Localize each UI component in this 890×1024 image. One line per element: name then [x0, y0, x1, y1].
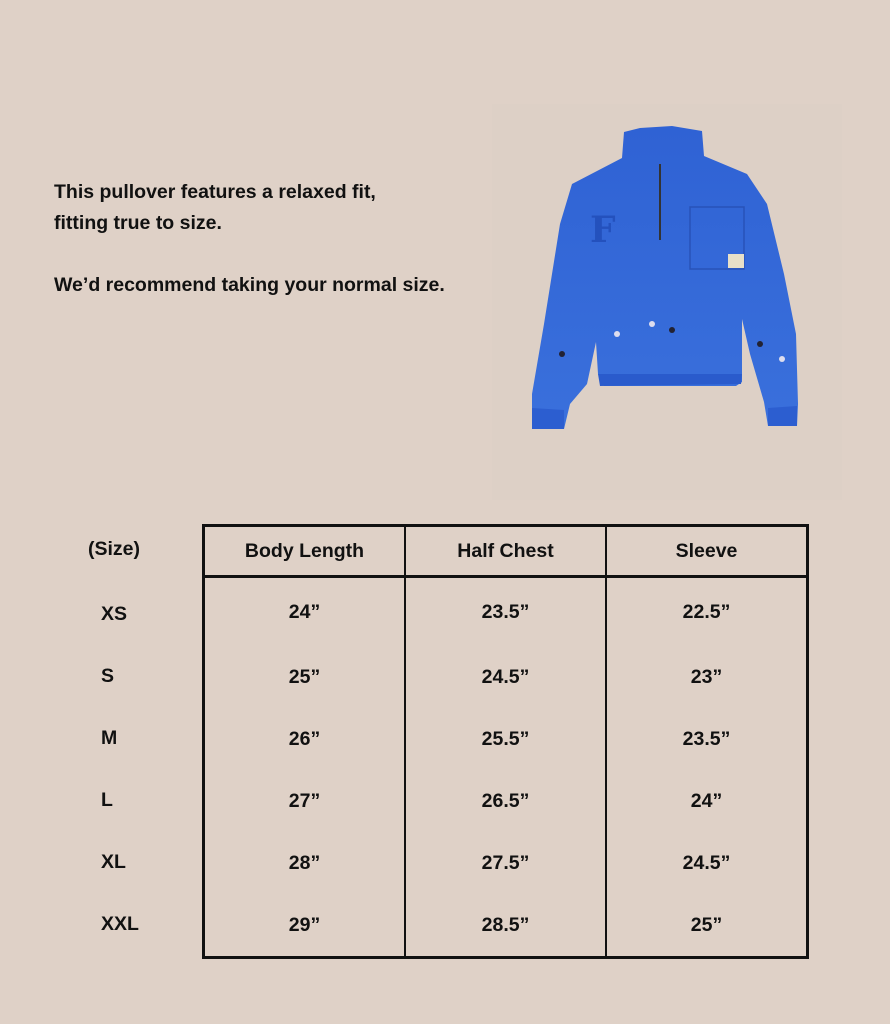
svg-text:F: F — [590, 209, 616, 251]
pullover-icon — [492, 104, 842, 500]
table-row — [204, 770, 808, 832]
body-length-cell: 24” — [204, 577, 406, 647]
header-sleeve: Sleeve — [606, 526, 808, 577]
sleeve-cell: 23” — [606, 646, 808, 708]
product-image — [492, 104, 842, 500]
size-label: M — [101, 727, 118, 749]
fit-description-line-2: fitting true to size. — [54, 212, 222, 234]
size-column-header: (Size) — [88, 538, 141, 560]
body-length-cell: 26” — [204, 708, 406, 770]
body-length-cell: 25” — [204, 646, 406, 708]
sleeve-cell: 24.5” — [606, 832, 808, 894]
size-chart-table — [202, 524, 809, 959]
sleeve-cell: 22.5” — [606, 577, 808, 647]
size-label: XXL — [101, 913, 139, 935]
half-chest-cell: 28.5” — [405, 894, 606, 958]
half-chest-cell: 27.5” — [405, 832, 606, 894]
size-label: S — [101, 665, 115, 687]
half-chest-cell: 23.5” — [405, 577, 606, 647]
header-half-chest: Half Chest — [405, 526, 606, 577]
table-row — [204, 708, 808, 770]
sleeve-cell: 25” — [606, 894, 808, 958]
table-row — [204, 577, 808, 647]
fit-description-line-1: This pullover features a relaxed fit, — [54, 181, 376, 203]
table-row — [204, 894, 808, 958]
sleeve-cell: 24” — [606, 770, 808, 832]
body-length-cell: 27” — [204, 770, 406, 832]
table-row — [204, 832, 808, 894]
table-row — [204, 646, 808, 708]
half-chest-cell: 26.5” — [405, 770, 606, 832]
sleeve-cell: 23.5” — [606, 708, 808, 770]
table-header-row — [204, 526, 808, 577]
body-length-cell: 29” — [204, 894, 406, 958]
size-recommendation: We’d recommend taking your normal size. — [54, 274, 445, 296]
header-body-length: Body Length — [204, 526, 406, 577]
size-label: XS — [101, 603, 128, 625]
half-chest-cell: 25.5” — [405, 708, 606, 770]
half-chest-cell: 24.5” — [405, 646, 606, 708]
body-length-cell: 28” — [204, 832, 406, 894]
size-label: XL — [101, 851, 126, 873]
size-label: L — [101, 789, 113, 811]
